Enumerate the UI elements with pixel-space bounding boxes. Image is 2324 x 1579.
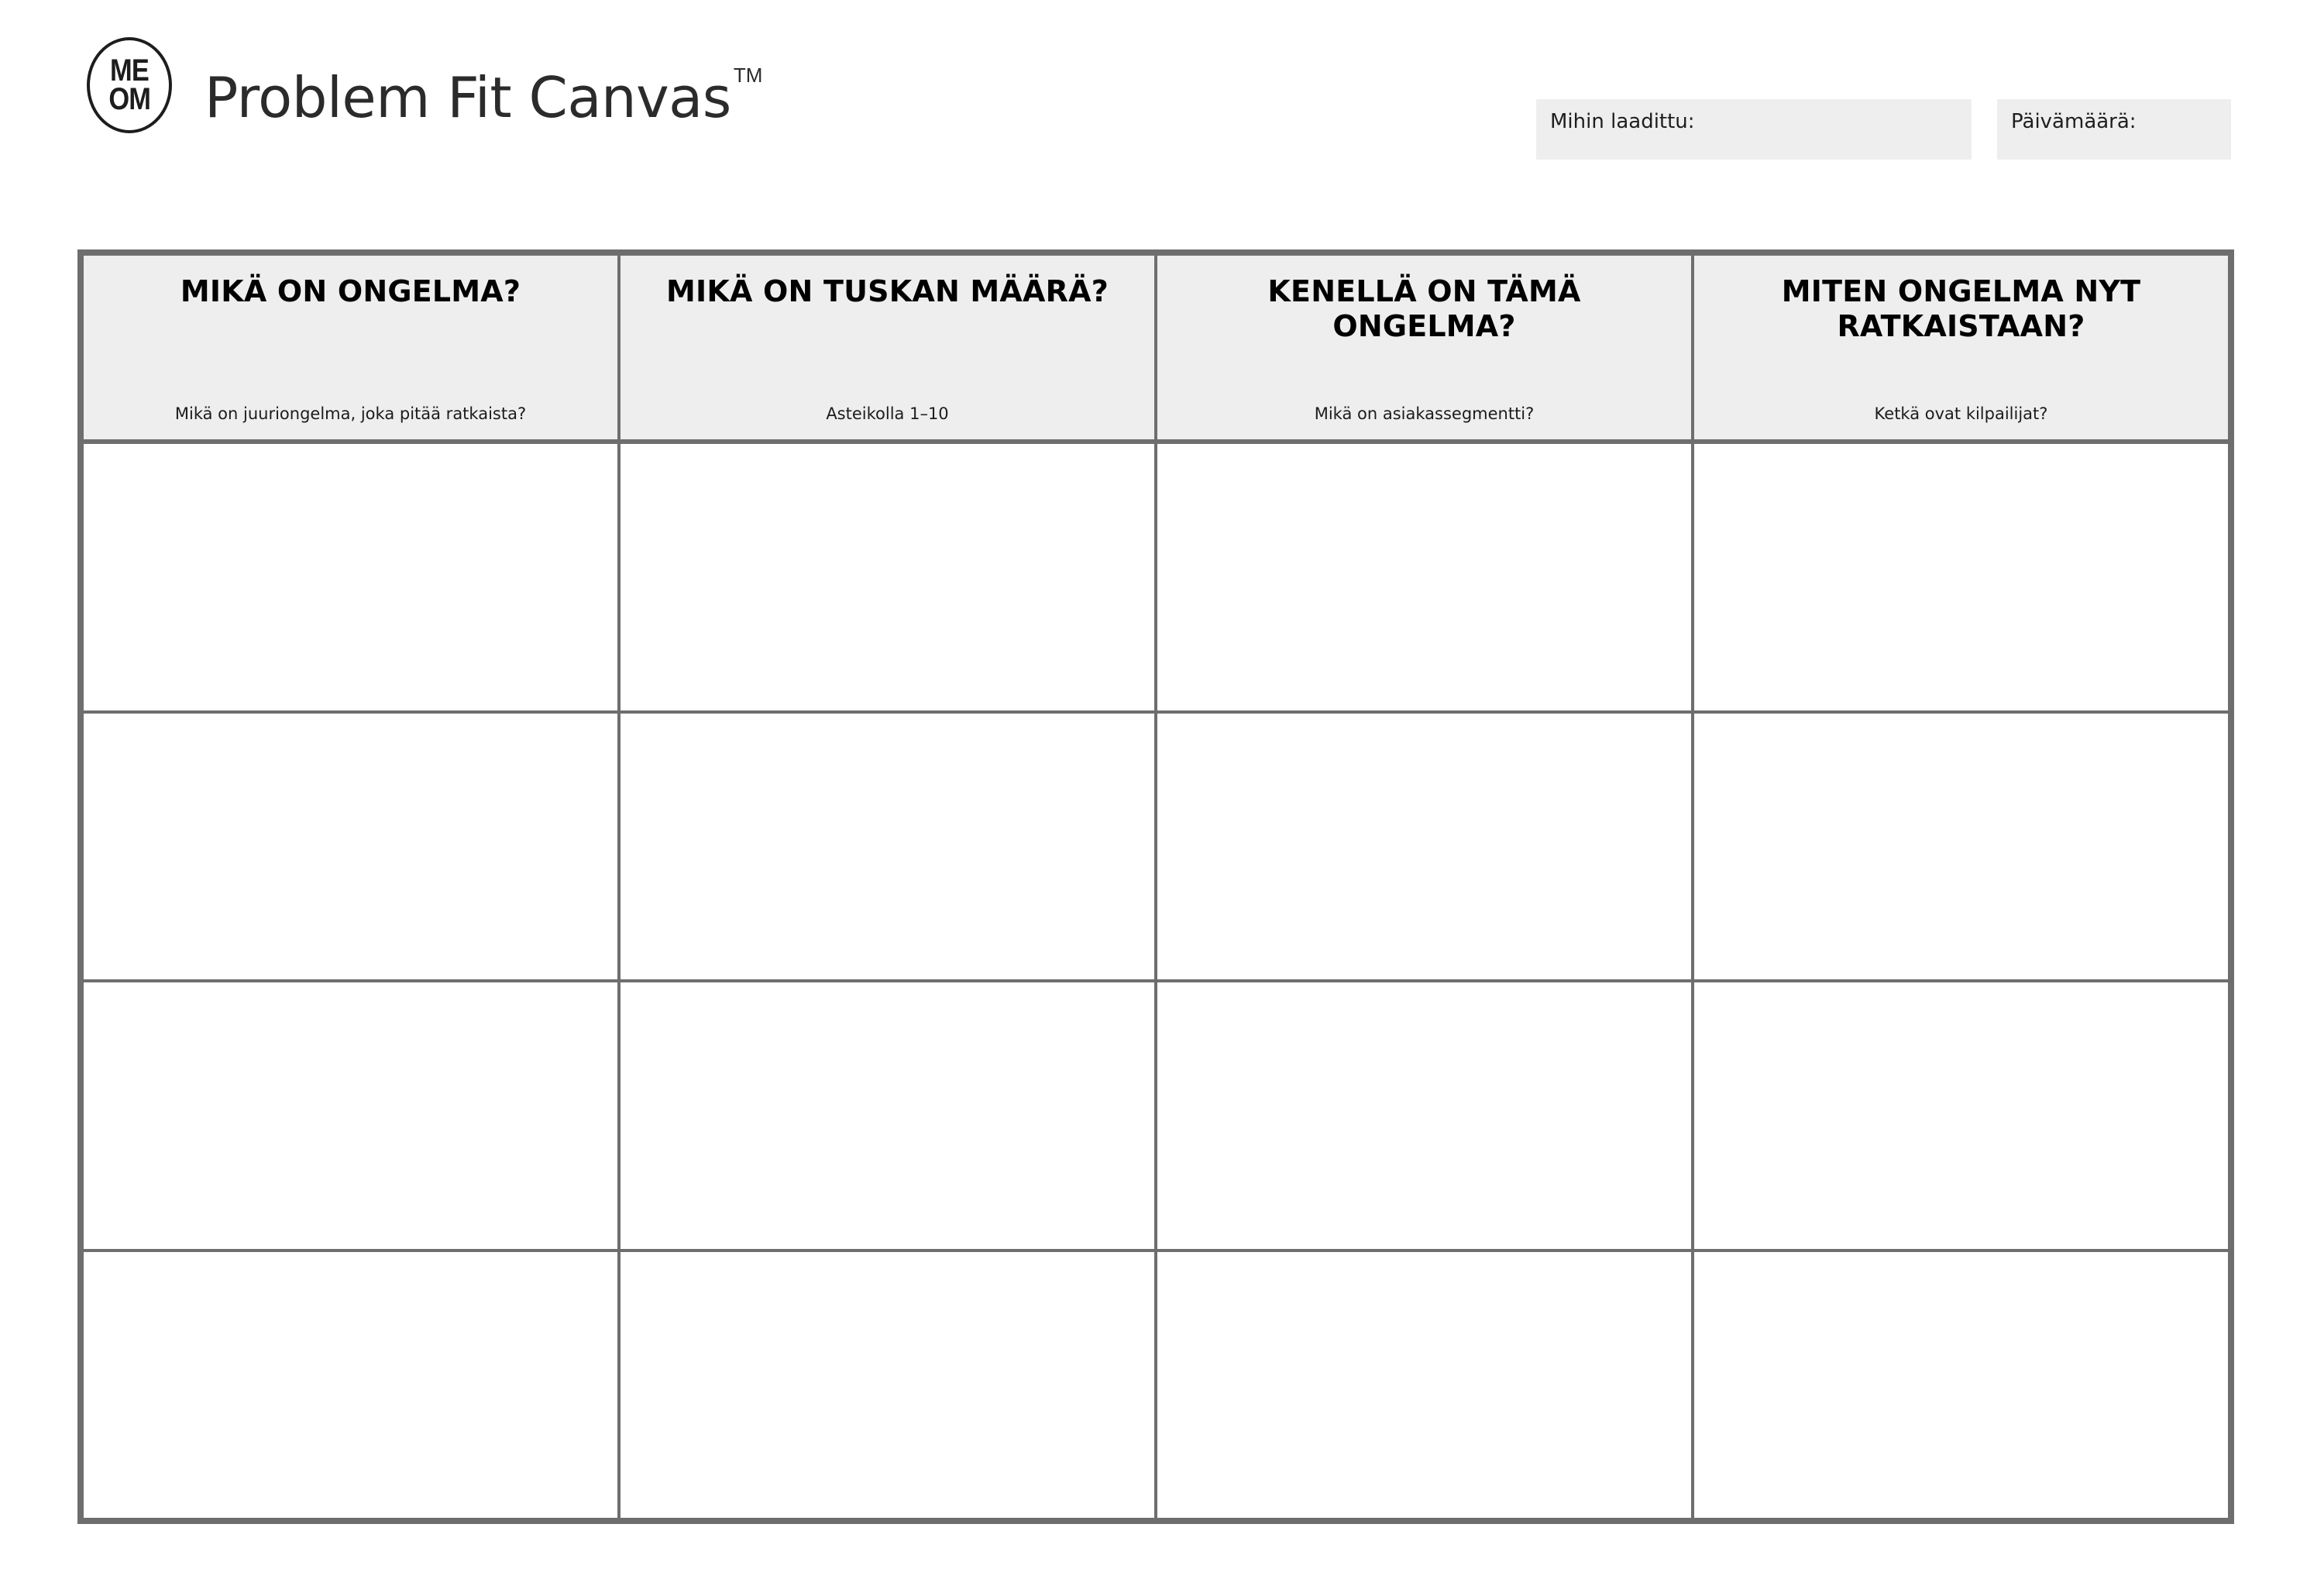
logo-line-2: OM (108, 82, 150, 116)
canvas-cell[interactable] (1694, 714, 2228, 980)
logo-line-1: ME (110, 53, 149, 88)
canvas-cell[interactable] (84, 1252, 621, 1519)
table-row (84, 982, 2228, 1252)
table-row (84, 444, 2228, 714)
canvas-cell[interactable] (84, 714, 621, 980)
column-header-how-is-it-solved-now (1694, 256, 2228, 439)
prepared-for-field[interactable] (1536, 99, 1972, 160)
canvas-cell[interactable] (621, 444, 1157, 710)
column-header-what-is-the-problem (84, 256, 621, 439)
meom-logo-icon (87, 37, 178, 139)
column-title: MITEN ONGELMA NYT RATKAISTAAN? (1781, 274, 2141, 343)
column-subtitle: Mikä on juuriongelma, joka pitää ratkaista? (174, 404, 527, 423)
column-header-who-has-this-problem (1157, 256, 1694, 439)
grid-inner (84, 256, 2228, 1518)
page-title: Problem Fit Canvas (205, 65, 731, 130)
canvas-cell[interactable] (1694, 1252, 2228, 1519)
canvas-cell[interactable] (621, 982, 1157, 1249)
date-label: Päivämäärä: (2011, 110, 2137, 133)
date-field[interactable] (1997, 99, 2231, 160)
page-header (0, 0, 2324, 232)
column-subtitle: Asteikolla 1–10 (826, 404, 949, 423)
canvas-cell[interactable] (621, 714, 1157, 980)
canvas-cell[interactable] (1157, 444, 1694, 710)
canvas-cell[interactable] (1694, 982, 2228, 1249)
canvas-body (84, 444, 2228, 1518)
canvas-header-row (84, 256, 2228, 444)
column-subtitle: Ketkä ovat kilpailijat? (1874, 404, 2048, 423)
column-title: KENELLÄ ON TÄMÄ ONGELMA? (1267, 274, 1581, 343)
column-subtitle: Mikä on asiakassegmentti? (1314, 404, 1535, 423)
column-header-how-much-pain (621, 256, 1157, 439)
logo-letters (87, 37, 172, 133)
table-row (84, 1252, 2228, 1519)
canvas-cell[interactable] (1694, 444, 2228, 710)
canvas-cell[interactable] (1157, 982, 1694, 1249)
table-row (84, 714, 2228, 983)
trademark-symbol: TM (733, 64, 763, 87)
canvas-cell[interactable] (84, 982, 621, 1249)
prepared-for-label: Mihin laadittu: (1550, 110, 1695, 133)
title-wrap (205, 51, 763, 130)
canvas-cell[interactable] (84, 444, 621, 710)
column-title: MIKÄ ON TUSKAN MÄÄRÄ? (666, 274, 1109, 308)
canvas-cell[interactable] (1157, 1252, 1694, 1519)
brand-lockup (87, 37, 762, 139)
canvas-grid (77, 249, 2234, 1524)
column-title: MIKÄ ON ONGELMA? (180, 274, 521, 308)
canvas-cell[interactable] (621, 1252, 1157, 1519)
canvas-cell[interactable] (1157, 714, 1694, 980)
